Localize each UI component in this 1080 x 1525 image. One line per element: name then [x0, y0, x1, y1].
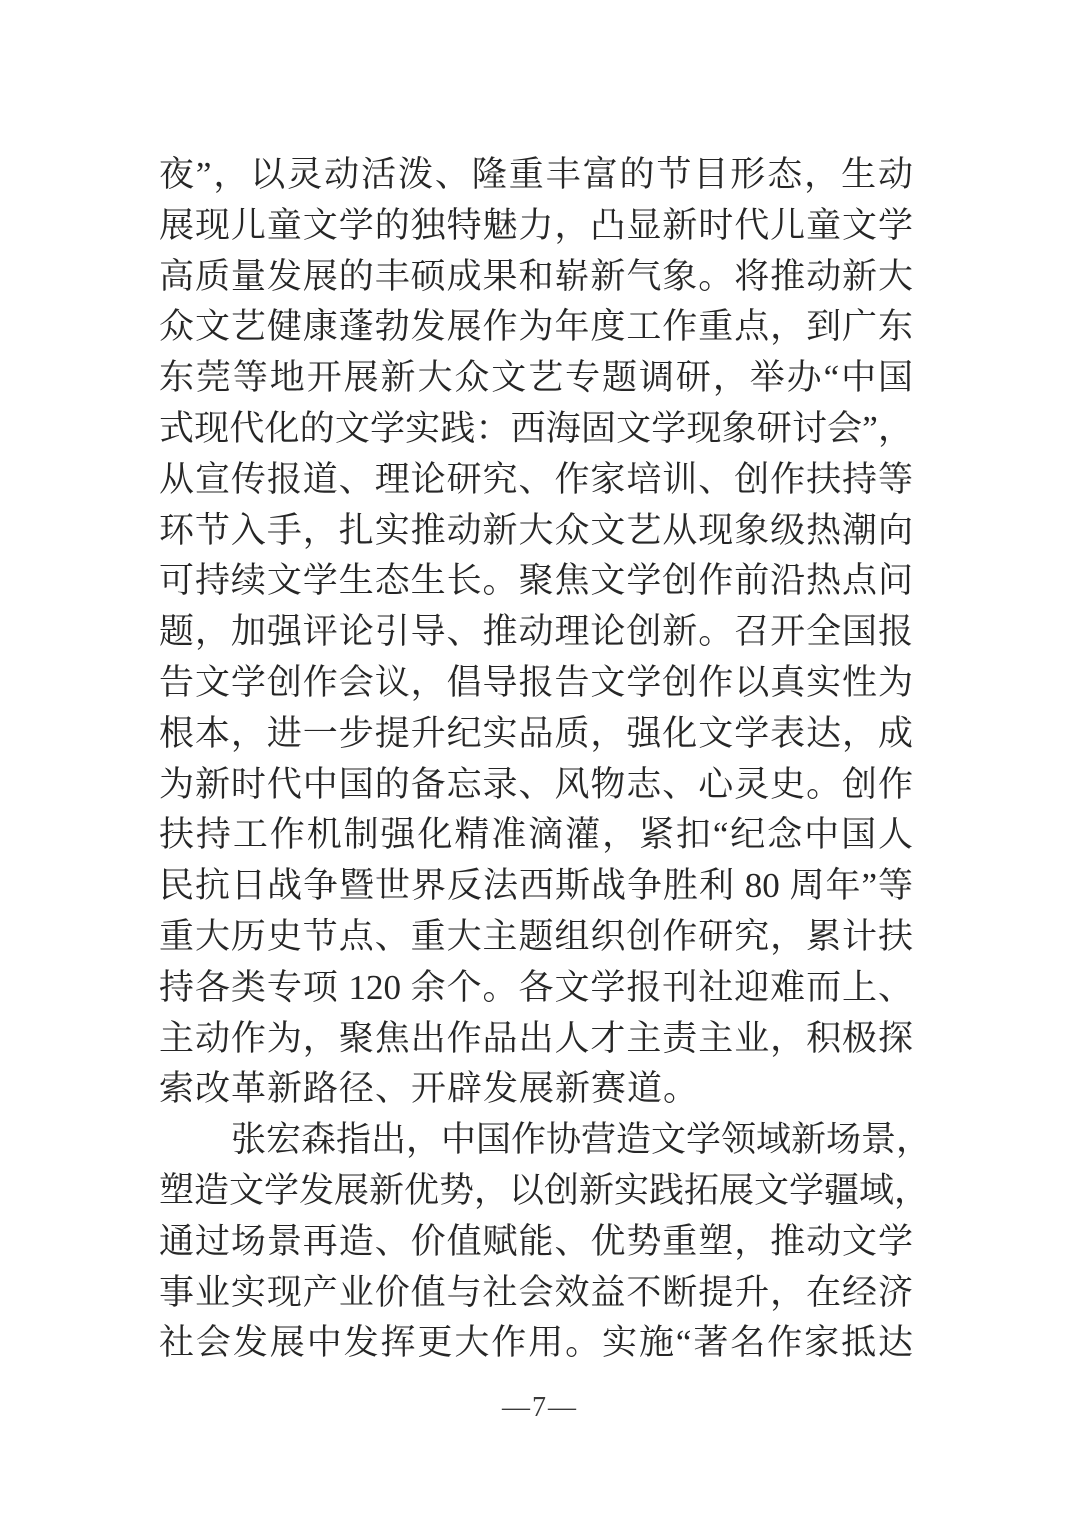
text-line: 式现代化的文学实践：西海固文学现象研讨会”， [159, 408, 913, 448]
text-line: 民抗日战争暨世界反法西斯战争胜利 80 周年”等 [159, 866, 913, 906]
text-line: 索改革新路径、开辟发展新赛道。 [159, 1069, 700, 1109]
text-line: 展现儿童文学的独特魅力，凸显新时代儿童文学 [159, 205, 913, 245]
text-line: 根本，进一步提升纪实品质，强化文学表达，成 [159, 713, 913, 753]
text-line: 夜”，以灵动活泼、隆重丰富的节目形态，生动 [159, 155, 913, 194]
text-line: 事业实现产业价值与社会效益不断提升，在经济 [159, 1272, 913, 1312]
text-line: 告文学创作会议，倡导报告文学创作以真实性为 [159, 662, 913, 702]
text-line: 题，加强评论引导、推动理论创新。召开全国报 [159, 612, 913, 652]
text-line: 众文艺健康蓬勃发展作为年度工作重点，到广东 [159, 307, 913, 347]
text-line: 主动作为，聚焦出作品出人才主责主业，积极探 [159, 1018, 913, 1058]
text-line: 通过场景再造、价值赋能、优势重塑，推动文学 [159, 1221, 913, 1261]
text-line: 塑造文学发展新优势，以创新实践拓展文学疆域， [159, 1170, 930, 1210]
text-line: 可持续文学生态生长。聚焦文学创作前沿热点问 [159, 561, 913, 601]
page-number: —7— [502, 1392, 578, 1423]
text-line: 社会发展中发挥更大作用。实施“著名作家抵达 [159, 1323, 913, 1363]
text-line: 扶持工作机制强化精准滴灌，紧扣“纪念中国人 [159, 815, 913, 855]
document-body-text [159, 150, 932, 1369]
text-line: 为新时代中国的备忘录、风物志、心灵史。创作 [159, 764, 913, 804]
text-line: 重大历史节点、重大主题组织创作研究，累计扶 [159, 916, 913, 956]
text-line: 高质量发展的丰硕成果和崭新气象。将推动新大 [159, 256, 913, 296]
text-line: 持各类专项 120 余个。各文学报刊社迎难而上、 [159, 967, 913, 1007]
text-line: 张宏森指出，中国作协营造文学领域新场景， [231, 1120, 932, 1160]
text-line: 从宣传报道、理论研究、作家培训、创作扶持等 [159, 459, 913, 499]
text-line: 环节入手，扎实推动新大众文艺从现象级热潮向 [159, 510, 913, 550]
text-line: 东莞等地开展新大众文艺专题调研，举办“中国 [159, 358, 913, 398]
